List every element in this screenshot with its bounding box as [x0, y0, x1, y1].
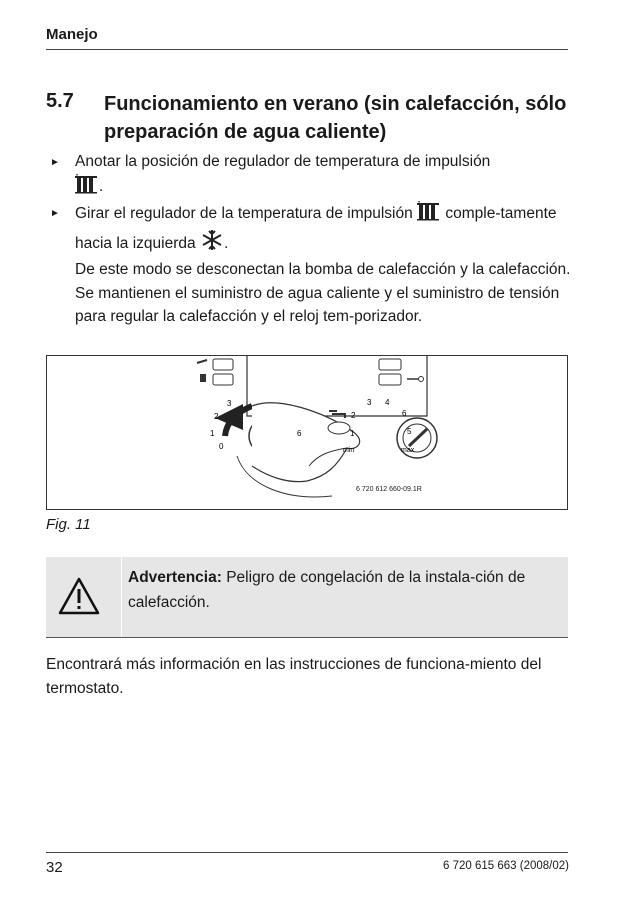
- section-title: Funcionamiento en verano (sin calefacción, sólo preparación de agua caliente): [104, 93, 567, 143]
- thermostat-illustration: [47, 356, 568, 510]
- bullet-2-text-c: .: [223, 234, 229, 252]
- figure-11-illustration: [46, 355, 568, 510]
- bullet-marker: ►: [50, 208, 60, 219]
- left-dial-label: 1: [210, 429, 215, 438]
- right-dial-label: 6: [402, 409, 407, 418]
- warning-triangle-icon: [57, 576, 101, 621]
- left-dial-label: 6: [297, 429, 302, 438]
- chapter-header: Manejo: [46, 26, 98, 43]
- right-dial-min: min: [343, 447, 355, 454]
- figure-code: 6 720 612 660-09.1R: [356, 486, 422, 493]
- bullet-2-text-d: De este modo se desconectan la bomba de calefacción y la calefacción. Se mantienen el suministro de agua caliente y el suministro de tensión para regular la calefacción y el reloj tem-porizador.: [75, 261, 571, 325]
- snowflake-icon: [200, 229, 224, 259]
- figure-caption: Fig. 11: [46, 516, 91, 533]
- bullet-2-text: [75, 201, 573, 329]
- warning-label: Advertencia:: [128, 569, 222, 586]
- page-number: 32: [46, 859, 63, 876]
- warning-text: [128, 565, 558, 615]
- bullet-1-text-b: .: [99, 177, 104, 195]
- bullet-2-text-b: comple-tamente hacia la izquierda: [75, 205, 557, 252]
- right-dial-label: 2: [351, 411, 356, 420]
- radiator-icon: [75, 174, 99, 202]
- left-dial-label: 0: [219, 442, 224, 451]
- bullet-1-text-a: Anotar la posición de regulador de temperatura de impulsión: [75, 153, 491, 170]
- right-dial-label: 1: [350, 429, 355, 438]
- right-dial-label: 5: [407, 427, 412, 436]
- right-dial-label: 3: [367, 398, 372, 407]
- bullet-marker: ►: [50, 157, 60, 168]
- right-dial-max: max: [401, 447, 415, 454]
- header-rule: [46, 49, 568, 50]
- right-dial-label: 4: [385, 398, 390, 407]
- document-code: 6 720 615 663 (2008/02): [443, 860, 569, 872]
- left-dial-label: 3: [227, 399, 232, 408]
- warning-message: Peligro de congelación de la instala-ción de calefacción.: [128, 569, 526, 611]
- footer-rule: [46, 852, 568, 853]
- radiator-icon: [417, 201, 441, 229]
- bullet-1-text: [75, 150, 573, 201]
- bullet-2-text-a: Girar el regulador de la temperatura de impulsión: [75, 205, 413, 222]
- warning-divider: [121, 557, 122, 637]
- section-number: 5.7: [46, 90, 74, 112]
- closing-paragraph: Encontrará más información en las instrucciones de funciona-miento del termostato.: [46, 656, 542, 697]
- left-dial-label: 2: [214, 412, 219, 421]
